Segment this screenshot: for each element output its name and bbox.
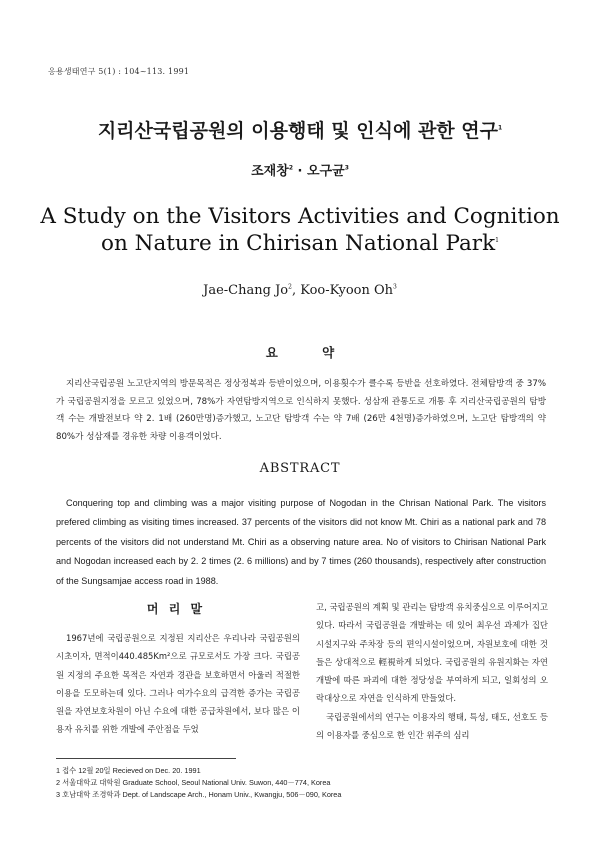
english-title xyxy=(0,203,600,257)
english-author-1: Jae-Chang Jo xyxy=(203,283,289,298)
korean-title-text: 지리산국립공원의 이용행태 및 인식에 관한 연구 xyxy=(97,120,498,142)
english-author-separator: , xyxy=(291,283,301,298)
korean-author-separator: · xyxy=(293,164,307,179)
footnote-1: 1 접수 12월 20일 Recieved on Dec. 20. 1991 xyxy=(56,766,201,775)
english-author-2-mark: 3 xyxy=(393,283,397,291)
korean-title xyxy=(0,116,600,143)
english-author-2: Koo-Kyoon Oh xyxy=(300,283,394,298)
introduction-right-column xyxy=(316,598,548,744)
english-title-line-1: A Study on the Visitors Activities and Cognition xyxy=(40,204,560,229)
introduction-right-paragraph-1: 고, 국립공원의 계획 및 관리는 탐방객 유치중심으로 이루어지고 있다. 따라서 국립공원을 개발하는 데 있어 최우선 과제가 집단시설지구와 주차장 등의 편익시설이었으며, 자원보호에 대한 것들은 상대적으로 輕視하게 되었다. 국립공원의 유원지화는 자연개발에 따른 파괴에 대한 정당성을 부여하게 되고, 일회성의 오락대상으로 자연을 인식하게 만들었다. xyxy=(316,602,548,704)
korean-author-1: 조재창 xyxy=(251,164,289,179)
english-title-line-2: on Nature in Chirisan National Park xyxy=(101,231,496,256)
korean-title-footnote-mark: 1 xyxy=(497,124,503,132)
footnote-2: 2 서울대학교 대학원 Graduate School, Seoul National Univ. Suwon, 440－774, Korea xyxy=(56,777,331,787)
footnote-rule xyxy=(56,758,236,759)
korean-author-2-mark: 3 xyxy=(344,164,349,172)
english-title-footnote-mark: 1 xyxy=(495,236,499,244)
english-title-line-2-wrap xyxy=(0,230,600,257)
korean-author-2: 오구균 xyxy=(307,164,345,179)
english-abstract-heading: ABSTRACT xyxy=(259,461,341,476)
introduction-right-paragraph-2: 국립공원에서의 연구는 이용자의 행태, 특성, 태도, 선호도 등의 이용자를 중심으로 한 인간 위주의 심리 xyxy=(316,711,548,741)
introduction-left-column: 1967년에 국립공원으로 지정된 지리산은 우리나라 국립공원의 시초이자, 면적이440.485Km²으로 규모로서도 가장 크다. 국립공원 지정의 주요한 목적은 자연과 경관을 보호하면서 아울러 적절한 이용을 도모하는데 있다. 그러나 여가수요의 급격한 증가는 국립공원을 자연보호차원이 아닌 수요에 대한 공급차원에서, 보다 많은 이용자 유치를 위한 개발에 주안점을 두었 xyxy=(56,633,300,735)
english-authors xyxy=(0,283,600,298)
korean-abstract-heading: 요 약 xyxy=(265,345,335,360)
introduction-heading: 머 리 말 xyxy=(146,602,206,616)
journal-citation: 응용생태연구 5(1) : 104~113. 1991 xyxy=(48,67,190,76)
korean-author-1-mark: 2 xyxy=(288,164,293,172)
korean-abstract: 지리산국립공원 노고단지역의 방문목적은 정상정복과 등반이었으며, 이용횟수가 클수록 등반을 선호하였다. 전체탐방객 중 37%가 국립공원지정을 모르고 있었으며, 78%가 자연탐방지역으로 인식하지 못했다. 성삼재 관통도로 개통 후 지리산국립공원의 탐방객 수는 개발전보다 약 2. 1배 (260만명)증가했고, 노고단 탐방객 수는 약 7배 (26만 4천명)증가하였으며, 노고단 탐방객의 약 80%가 성삼재를 경유한 차량 이용객이었다. xyxy=(56,379,546,442)
footnotes xyxy=(56,765,556,800)
korean-authors xyxy=(0,160,600,179)
english-author-1-mark: 2 xyxy=(288,283,292,291)
english-abstract: Conquering top and climbing was a major visiting purpose of Nogodan in the Chrisan National Park. The visitors prefered climbing as visiting times increased. 37 percents of the visitors did not know Mt. Chiri as a national park and 78 percents of the visitors did not understand Mt. Chiri as a observing nature area. No of visitors to Chirisan National Park and Nogodan increased each by 2. 2 times (2. 6 millions) and by 7 times (260 thousands), respectively after construction of the Sungsamjae access road in 1988. xyxy=(56,498,546,586)
footnote-3: 3 호남대학 조경학과 Dept. of Landscape Arch., Honam Univ., Kwangju, 506－090, Korea xyxy=(56,789,342,799)
